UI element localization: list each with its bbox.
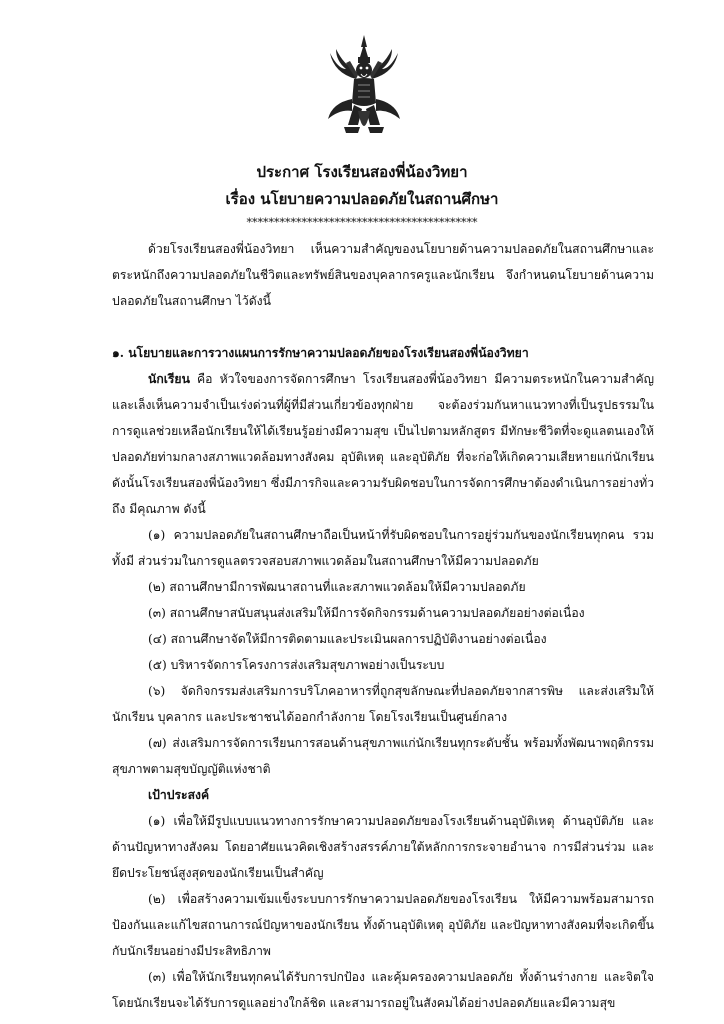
objective-item: (๓) เพื่อให้นักเรียนทุกคนได้รับการปกป้อง และคุ้มครองความปลอดภัย ทั้งด้านร่างกาย และจิตใจ โดยนักเรียนจะได้รับการดูแลอย่างใกล้ชิด และสามารถอยู่ในสังคมได้อย่างปลอดภัยและมีความสุข: [112, 970, 654, 1010]
policy-item: (๓) สถานศึกษาสนับสนุนส่งเสริมให้มีการจัดกิจกรรมด้านความปลอดภัยอย่างต่อเนื่อง: [148, 606, 585, 620]
objective-item: (๒) เพื่อสร้างความเข้มแข็งระบบการรักษาความปลอดภัยของโรงเรียน ให้มีความพร้อมสามารถป้องกันและแก้ไขสถานการณ์ปัญหาของนักเรียน ทั้งด้านอุบัติเหตุ อุบัติภัย และปัญหาทางสังคมที่จะเกิดขึ้นกับนักเรียนอย่างมีประสิทธิภาพ: [112, 892, 654, 958]
announcement-title: ประกาศ โรงเรียนสองพี่น้องวิทยา: [256, 163, 468, 181]
objective-item: (๑) เพื่อให้มีรูปแบบแนวทางการรักษาความปลอดภัยของโรงเรียนด้านอุบัติเหตุ ด้านอุบัติภัย และด้านปัญหาทางสังคม โดยอาศัยแนวคิดเชิงสร้างสรรค์ภายใต้หลักการกระจายอำนาจ การมีส่วนร่วม และยึดประโยชน์สูงสุดของนักเรียนเป็นสำคัญ: [112, 814, 654, 880]
policy-item: (๗) ส่งเสริมการจัดการเรียนการสอนด้านสุขภาพแก่นักเรียนทุกระดับชั้น พร้อมทั้งพัฒนาพฤติกรรมสุขภาพตามสุขบัญญัติแห่งชาติ: [112, 736, 654, 776]
announcement-body: [112, 236, 654, 1016]
policy-item: (๒) สถานศึกษามีการพัฒนาสถานที่และสภาพแวดล้อมให้มีความปลอดภัย: [148, 580, 526, 594]
section-lead-paragraph: [112, 366, 654, 522]
section-heading: ๑. นโยบายและการวางแผนการรักษาความปลอดภัยของโรงเรียนสองพี่น้องวิทยา: [112, 346, 529, 360]
policy-item: (๔) สถานศึกษาจัดให้มีการติดตามและประเมินผลการปฏิบัติงานอย่างต่อเนื่อง: [148, 632, 547, 646]
policy-item: (๖) จัดกิจกรรมส่งเสริมการบริโภคอาหารที่ถูกสุขลักษณะที่ปลอดภัยจากสารพิษ และส่งเสริมให้นักเรียน บุคลากร และประชาชนได้ออกกำลังกาย โดยโรงเรียนเป็นศูนย์กลาง: [112, 684, 654, 724]
announcement-subject: เรื่อง นโยบายความปลอดภัยในสถานศึกษา: [225, 190, 499, 208]
intro-paragraph: ด้วยโรงเรียนสองพี่น้องวิทยา เห็นความสำคัญของนโยบายด้านความปลอดภัยในสถานศึกษาและตระหนักถึงความปลอดภัยในชีวิตและทรัพย์สินของบุคลากรครูและนักเรียน จึงกำหนดนโยบายด้านความปลอดภัยในสถานศึกษา ไว้ดังนี้: [112, 242, 654, 308]
garuda-emblem-icon: [324, 33, 404, 145]
separator-line: ******************************************: [246, 216, 478, 229]
policy-item: (๑) ความปลอดภัยในสถานศึกษาถือเป็นหน้าที่รับผิดชอบในการอยู่ร่วมกันของนักเรียนทุกคน รวมทั้งมี ส่วนร่วมในการดูแลตรวจสอบสภาพแวดล้อมในสถานศึกษาให้มีความปลอดภัย: [112, 528, 654, 568]
policy-item: (๕) บริหารจัดการโครงการส่งเสริมสุขภาพอย่างเป็นระบบ: [148, 658, 445, 672]
objectives-heading: เป้าประสงค์: [148, 788, 210, 802]
lead-bold-word: นักเรียน: [148, 372, 190, 386]
lead-text: คือ หัวใจของการจัดการศึกษา โรงเรียนสองพี่น้องวิทยา มีความตระหนักในความสำคัญและเล็งเห็นความจำเป็นเร่งด่วนที่ผู้ที่มีส่วนเกี่ยวข้องทุกฝ่าย จะต้องร่วมกันหาแนวทางที่เป็นรูปธรรมในการดูแลช่วยเหลือนักเรียนให้ได้เรียนรู้อย่างมีความสุข เป็นไปตามหลักสูตร มีทักษะชีวิตที่จะดูแลตนเองให้ปลอดภัยท่ามกลางสภาพแวดล้อมทางสังคม อุบัติเหตุ และอุบัติภัย ที่จะก่อให้เกิดความเสียหายแก่นักเรียน ดังนั้นโรงเรียนสองพี่น้องวิทยา ซึ่งมีภารกิจและความรับผิดชอบในการจัดการศึกษาต้องดำเนินการอย่างทั่วถึง มีคุณภาพ ดังนี้: [112, 372, 654, 516]
